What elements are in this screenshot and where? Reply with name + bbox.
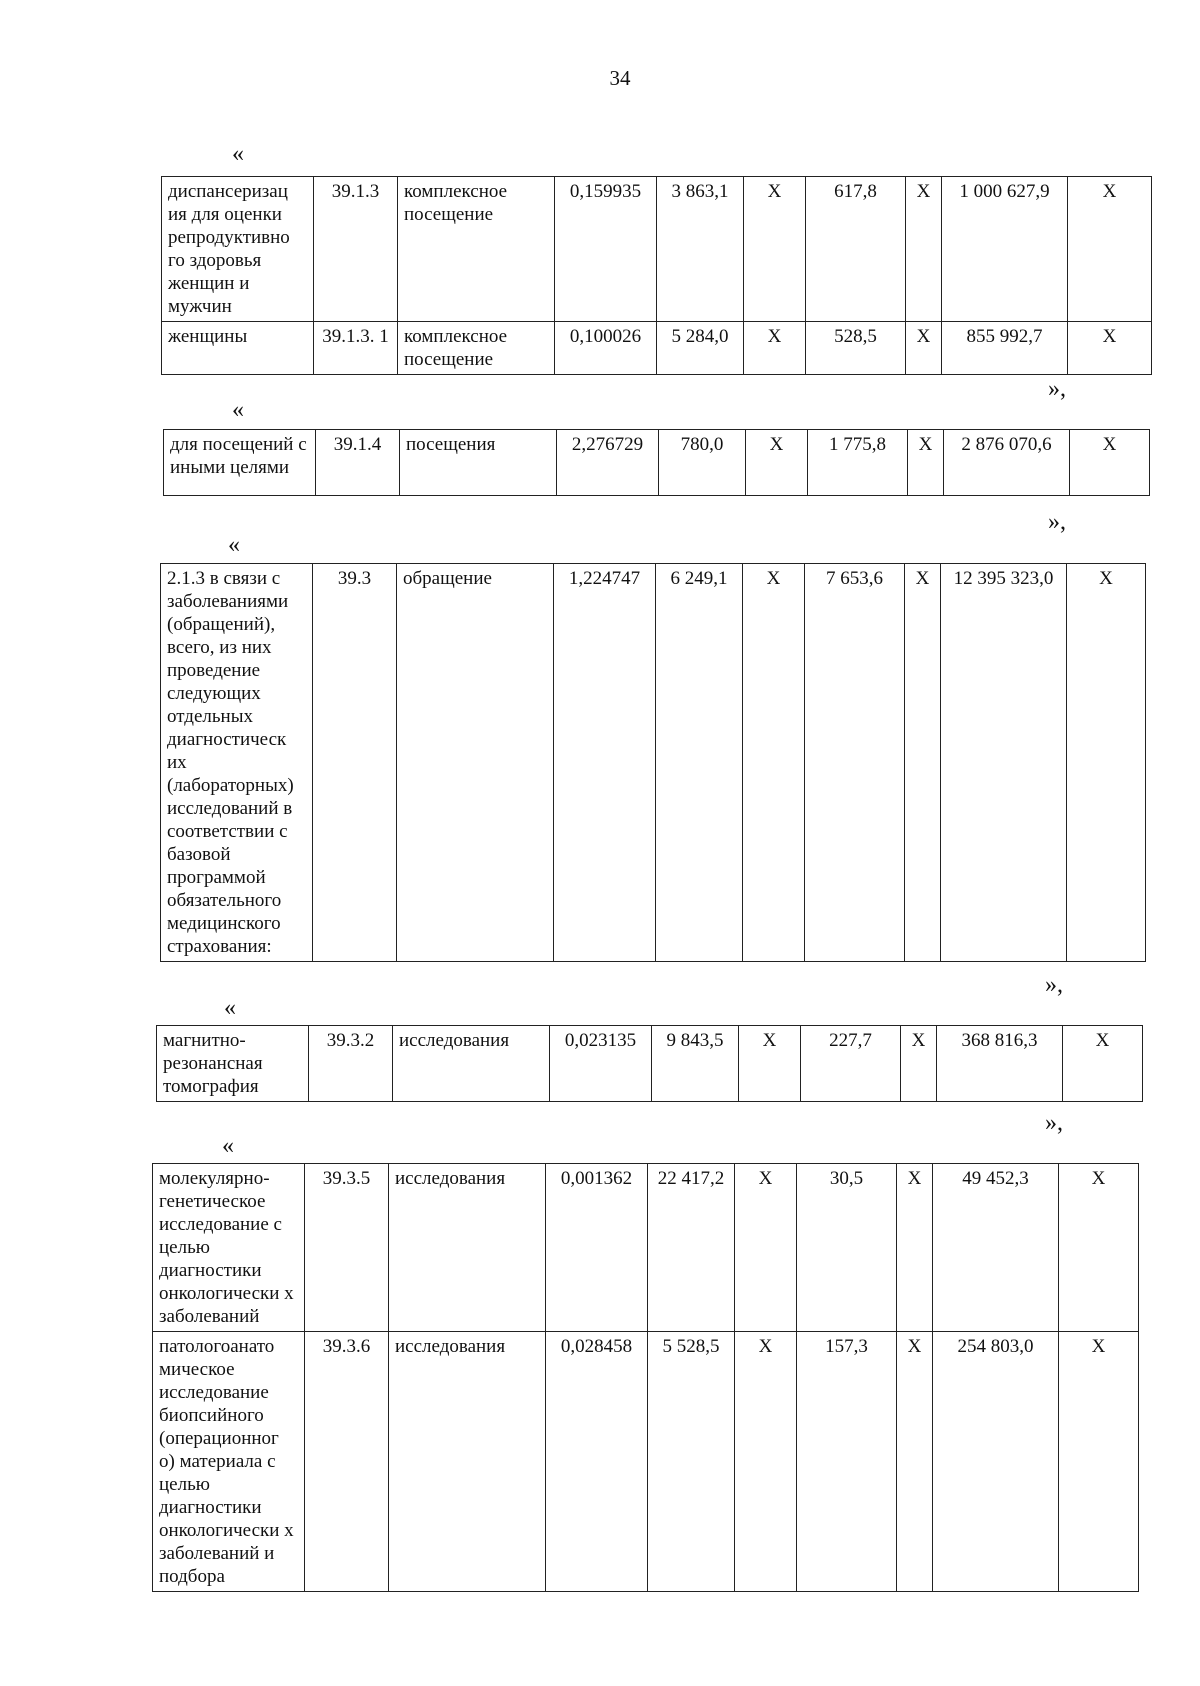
open-quote: « (224, 995, 236, 1021)
close-quote: », (1048, 376, 1066, 402)
row-unit: обращение (397, 564, 554, 962)
row-volume: 0,028458 (546, 1332, 648, 1592)
row-x-mark: Х (1068, 322, 1152, 375)
row-x-mark: Х (735, 1164, 797, 1332)
row-norm: 227,7 (801, 1026, 901, 1102)
row-norm: 1 775,8 (808, 430, 908, 496)
row-cost: 22 417,2 (648, 1164, 735, 1332)
table-mri (156, 1025, 1143, 1102)
page-number: 34 (609, 66, 631, 90)
row-name: для посещений с иными целями (164, 430, 316, 496)
table-row (157, 1026, 1143, 1102)
row-norm: 7 653,6 (805, 564, 905, 962)
row-x-mark: Х (746, 430, 808, 496)
row-cost: 3 863,1 (657, 177, 744, 322)
open-quote: « (222, 1133, 234, 1159)
row-total: 855 992,7 (942, 322, 1068, 375)
open-quote: « (232, 141, 244, 167)
row-cost: 9 843,5 (652, 1026, 739, 1102)
row-code: 39.3.5 (305, 1164, 389, 1332)
row-volume: 2,276729 (557, 430, 659, 496)
row-x-mark: Х (739, 1026, 801, 1102)
row-total: 49 452,3 (933, 1164, 1059, 1332)
row-unit: исследования (389, 1164, 546, 1332)
row-x-mark: Х (901, 1026, 937, 1102)
row-cost: 5 528,5 (648, 1332, 735, 1592)
row-cost: 5 284,0 (657, 322, 744, 375)
row-x-mark: Х (905, 564, 941, 962)
row-x-mark: Х (1059, 1164, 1139, 1332)
row-unit: исследования (393, 1026, 550, 1102)
row-x-mark: Х (908, 430, 944, 496)
row-total: 1 000 627,9 (942, 177, 1068, 322)
row-unit: комплексное посещение (398, 322, 555, 375)
row-name: молекулярно-генетическое исследование с целью диагностики онкологически х заболеваний (153, 1164, 305, 1332)
table-oncology-tests (152, 1163, 1139, 1592)
row-total: 12 395 323,0 (941, 564, 1067, 962)
close-quote: », (1045, 972, 1063, 998)
row-x-mark: Х (897, 1164, 933, 1332)
row-volume: 0,023135 (550, 1026, 652, 1102)
open-quote: « (228, 532, 240, 558)
row-cost: 780,0 (659, 430, 746, 496)
row-code: 39.1.3. 1 (314, 322, 398, 375)
table-row (161, 564, 1146, 962)
row-x-mark: Х (1070, 430, 1150, 496)
row-name: 2.1.3 в связи с заболеваниями (обращений), всего, из них проведение следующих отдельных диагностическ их (лабораторных) исследований в соответствии с базовой программой обязательного медицинского страхования: (161, 564, 313, 962)
row-code: 39.1.3 (314, 177, 398, 322)
close-quote: », (1045, 1110, 1063, 1136)
open-quote: « (232, 397, 244, 423)
row-norm: 617,8 (806, 177, 906, 322)
row-total: 254 803,0 (933, 1332, 1059, 1592)
row-volume: 0,100026 (555, 322, 657, 375)
row-x-mark: Х (906, 177, 942, 322)
table-row (162, 177, 1152, 322)
row-name: патологоанато мическое исследование биопсийного (операционног о) материала с целью диагностики онкологически х заболеваний и подбора (153, 1332, 305, 1592)
row-norm: 528,5 (806, 322, 906, 375)
table-row (153, 1164, 1139, 1332)
row-x-mark: Х (1067, 564, 1146, 962)
table-other-visits (163, 429, 1150, 496)
row-volume: 1,224747 (554, 564, 656, 962)
row-unit: комплексное посещение (398, 177, 555, 322)
row-x-mark: Х (744, 322, 806, 375)
row-x-mark: Х (1068, 177, 1152, 322)
table-row (162, 322, 1152, 375)
row-norm: 30,5 (797, 1164, 897, 1332)
row-name: магнитно-резонансная томография (157, 1026, 309, 1102)
row-unit: посещения (400, 430, 557, 496)
row-norm: 157,3 (797, 1332, 897, 1592)
row-x-mark: Х (743, 564, 805, 962)
row-name: диспансеризац ия для оценки репродуктивно го здоровья женщин и мужчин (162, 177, 314, 322)
row-volume: 0,159935 (555, 177, 657, 322)
row-code: 39.3.2 (309, 1026, 393, 1102)
table-disease-appeals (160, 563, 1146, 962)
row-code: 39.3 (313, 564, 397, 962)
table-dispensary (161, 176, 1152, 375)
row-code: 39.1.4 (316, 430, 400, 496)
close-quote: », (1048, 509, 1066, 535)
row-x-mark: Х (744, 177, 806, 322)
row-volume: 0,001362 (546, 1164, 648, 1332)
table-row (164, 430, 1150, 496)
row-code: 39.3.6 (305, 1332, 389, 1592)
row-unit: исследования (389, 1332, 546, 1592)
row-x-mark: Х (1059, 1332, 1139, 1592)
row-total: 2 876 070,6 (944, 430, 1070, 496)
row-x-mark: Х (1063, 1026, 1143, 1102)
row-x-mark: Х (897, 1332, 933, 1592)
row-total: 368 816,3 (937, 1026, 1063, 1102)
row-name: женщины (162, 322, 314, 375)
row-x-mark: Х (735, 1332, 797, 1592)
table-row (153, 1332, 1139, 1592)
row-x-mark: Х (906, 322, 942, 375)
row-cost: 6 249,1 (656, 564, 743, 962)
